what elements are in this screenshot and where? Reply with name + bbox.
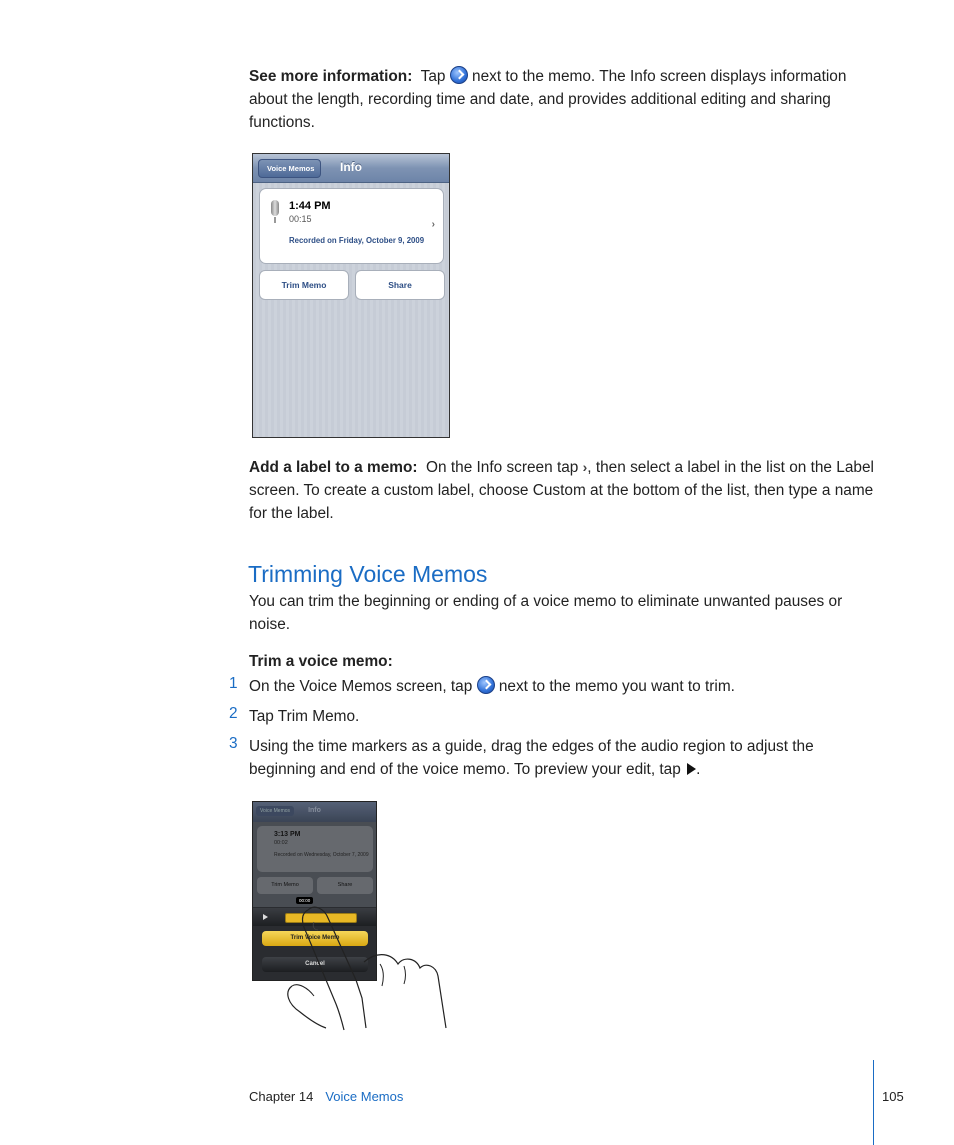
chevron-right-icon: ›: [431, 219, 435, 230]
add-label-text-a: On the Info screen tap: [426, 459, 579, 476]
footer-divider: [873, 1060, 874, 1145]
share-button: Share: [355, 270, 445, 300]
cancel-button: Cancel: [262, 957, 368, 972]
see-more-info-text-b: next to the memo. The Info screen displays information about the length, recording time and date, and provides additional editing and sharing functions.: [249, 68, 847, 131]
step-2-text: Tap Trim Memo.: [249, 708, 360, 725]
memo-recorded-date: Recorded on Friday, October 9, 2009: [289, 236, 425, 245]
play-icon: [263, 914, 268, 920]
chapter-number: Chapter 14: [249, 1089, 314, 1104]
chevron-right-icon: ›: [582, 459, 588, 475]
share-button: Share: [317, 877, 373, 894]
info-disclosure-icon: [477, 676, 495, 694]
add-label-text-b: , then select a label in the list on the Label screen. To create a custom label, choose Custom at the bottom of the list, then type a name for the label.: [249, 459, 874, 522]
play-icon: [687, 763, 696, 775]
info-disclosure-icon: [450, 66, 468, 84]
chapter-title: Voice Memos: [325, 1089, 404, 1104]
memo-info-card: [259, 188, 444, 264]
memo-time: 1:44 PM: [289, 200, 331, 212]
memo-duration: 00:15: [289, 214, 312, 224]
finger-pointer-illustration: [280, 900, 460, 1035]
memo-recorded-date: Recorded on Wednesday, October 7, 2009: [274, 852, 369, 858]
footer-chapter: [249, 1089, 403, 1104]
memo-info-card: [257, 826, 373, 872]
see-more-info-lead: See more information:: [249, 68, 413, 85]
step-1-text-b: next to the memo you want to trim.: [498, 678, 735, 695]
memo-duration: 00:02: [274, 840, 288, 846]
nav-title: Info: [308, 807, 321, 814]
section-heading: Trimming Voice Memos: [248, 561, 488, 587]
voice-memos-back-button: Voice Memos: [256, 806, 294, 816]
step-number: 1: [229, 675, 238, 692]
trim-memo-button: Trim Memo: [257, 877, 313, 894]
trim-voice-memo-button: Trim Voice Memo: [262, 931, 368, 946]
step-3-text: [249, 735, 874, 781]
step-3-text-b: .: [696, 761, 701, 778]
see-more-info-text-a: Tap: [420, 68, 446, 85]
see-more-info-paragraph: [249, 65, 874, 134]
add-label-paragraph: [249, 456, 874, 525]
add-label-lead: Add a label to a memo:: [249, 459, 418, 476]
section-intro: You can trim the beginning or ending of a voice memo to eliminate unwanted pauses or noise.: [249, 593, 843, 633]
memo-time: 3:13 PM: [274, 831, 301, 838]
task-title: Trim a voice memo:: [249, 653, 393, 670]
nav-title: Info: [340, 160, 362, 174]
microphone-icon: [271, 200, 279, 216]
voice-memos-back-button: Voice Memos: [258, 159, 321, 178]
step-1-text: [249, 675, 874, 698]
nav-bar: [253, 154, 449, 183]
info-screen-screenshot: [252, 153, 450, 438]
dimmed-info-area: [253, 802, 376, 907]
step-number: 3: [229, 735, 238, 752]
step-3-text-a: Using the time markers as a guide, drag the edges of the audio region to adjust the beginning and end of the voice memo. To preview your edit, tap: [249, 738, 814, 778]
trim-memo-button: Trim Memo: [259, 270, 349, 300]
page-number: 105: [882, 1089, 904, 1104]
nav-bar: [253, 802, 376, 822]
step-number: 2: [229, 705, 238, 722]
time-marker: 00:00: [296, 897, 313, 904]
step-1-text-a: On the Voice Memos screen, tap: [249, 678, 473, 695]
